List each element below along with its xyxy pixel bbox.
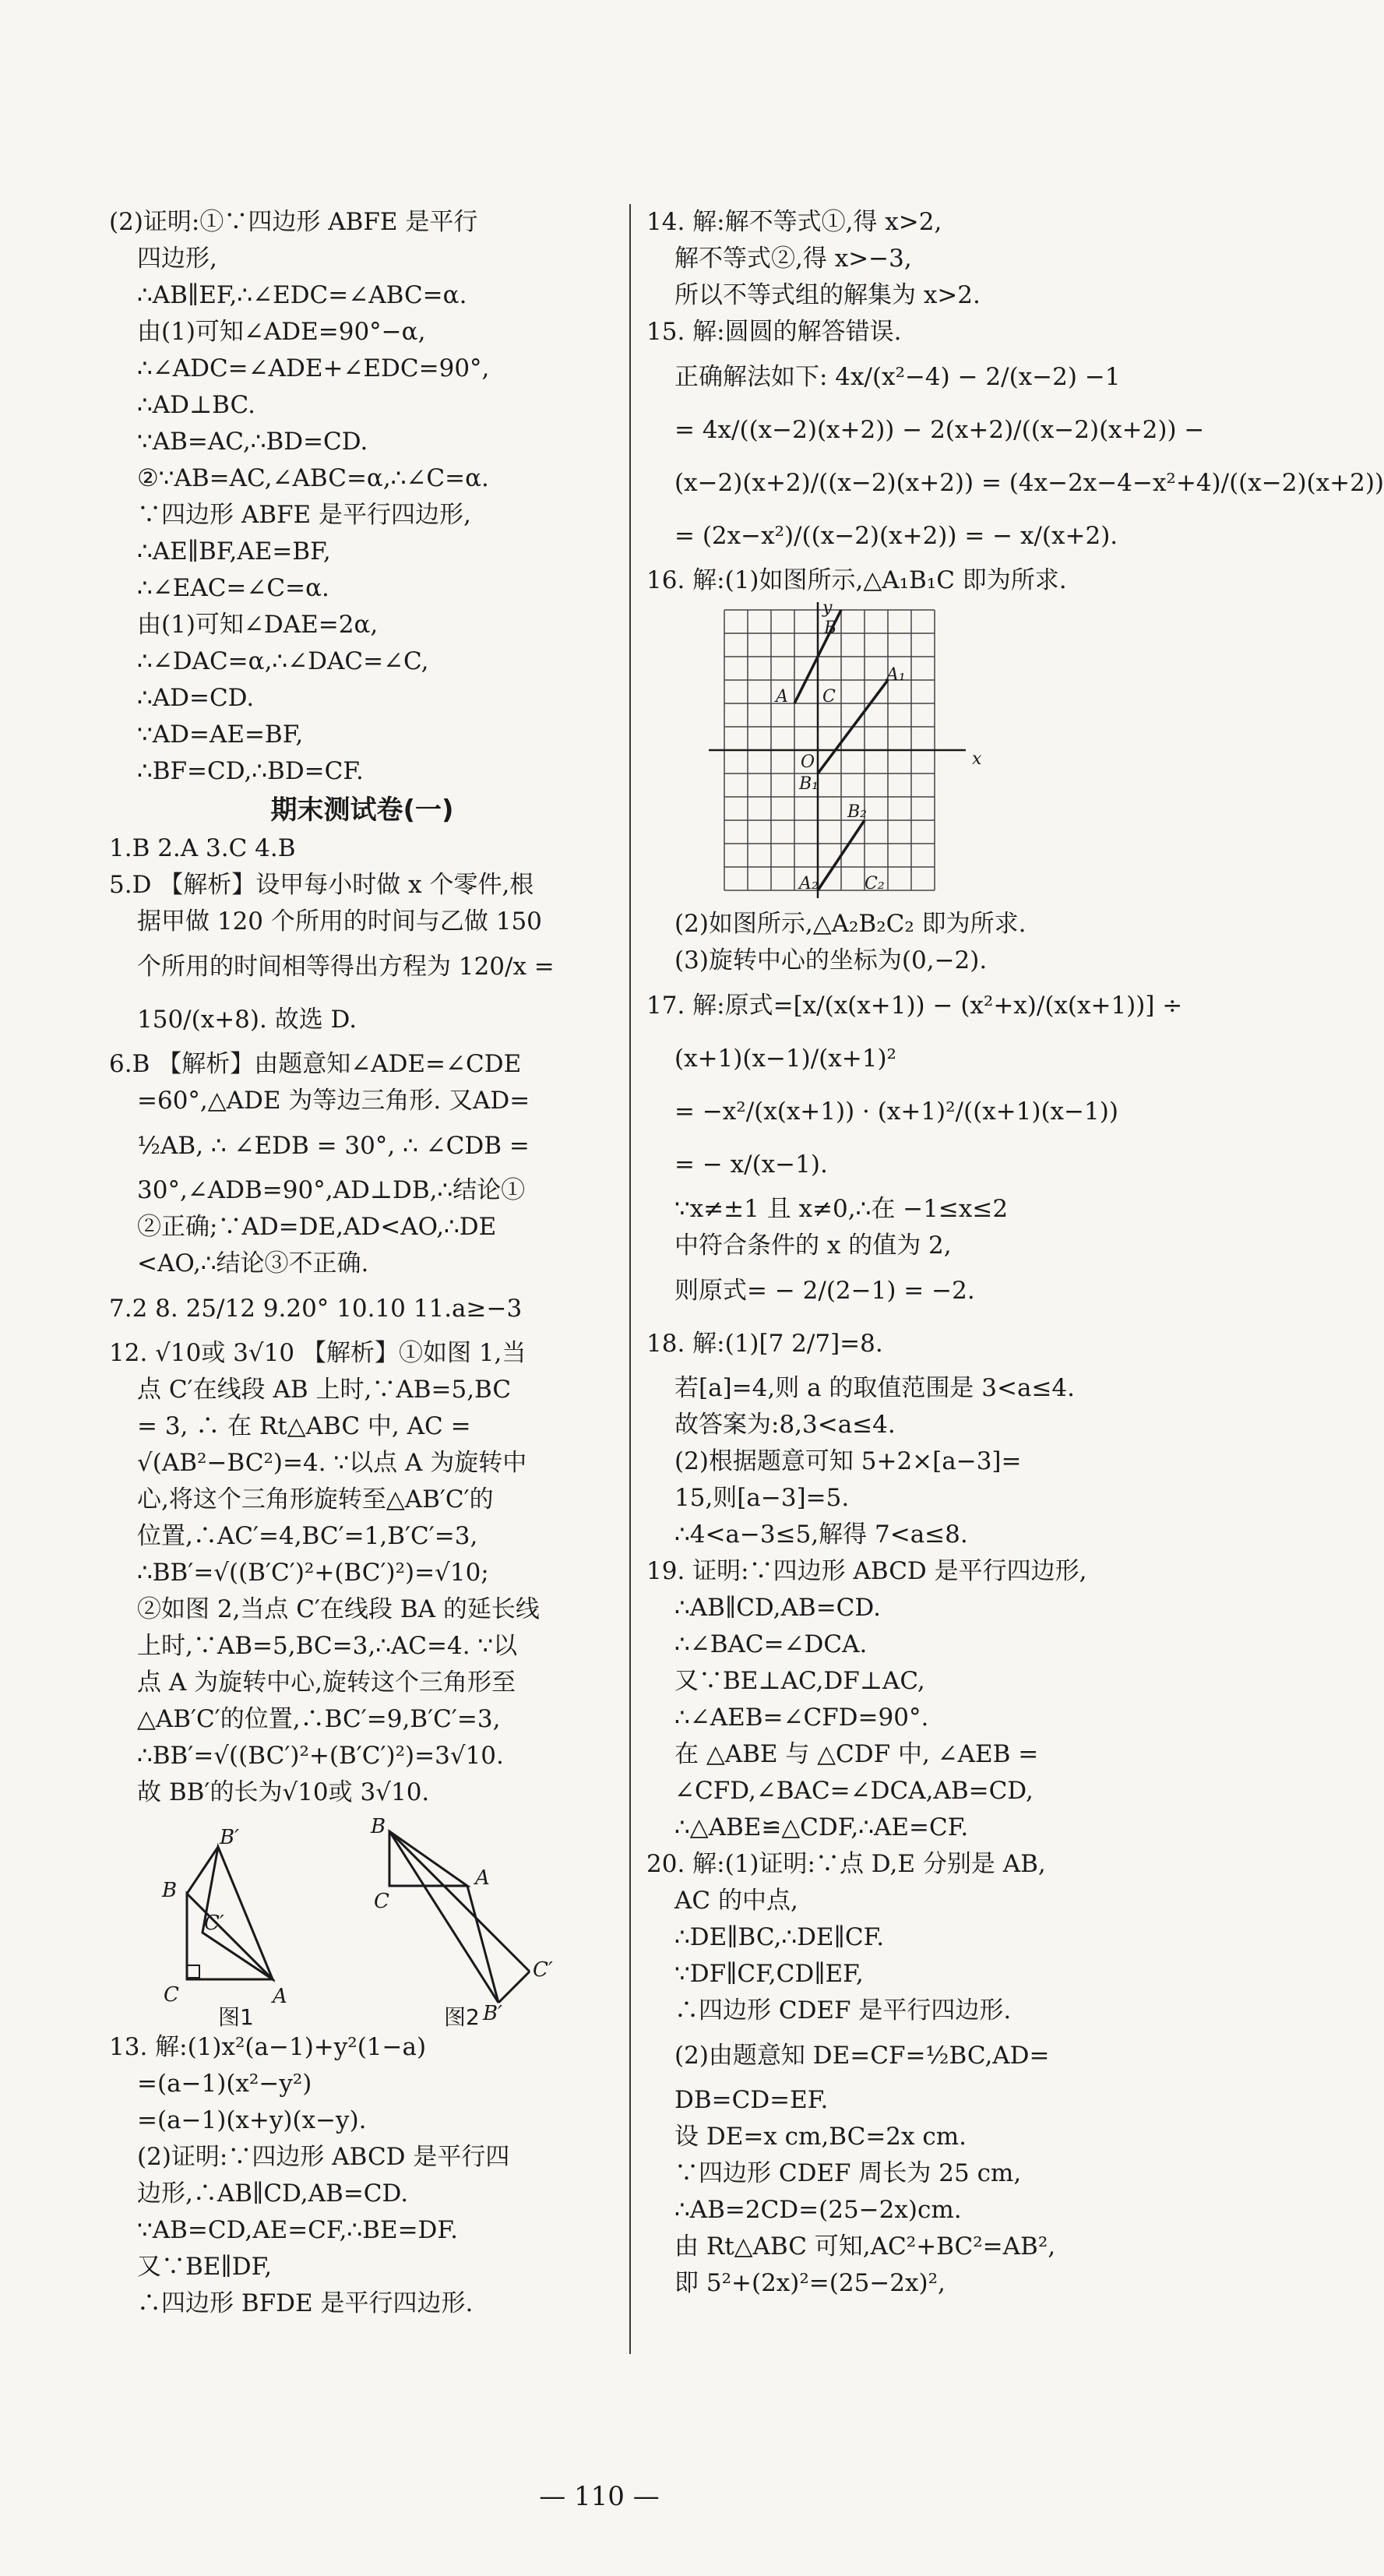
text-line: (x−2)(x+2)/((x−2)(x+2)) = (4x−2x−4−x²+4)/((x−2)(x+2)) bbox=[674, 469, 1384, 497]
figure-1-diagram bbox=[156, 1816, 327, 2030]
text-line: (2)证明:①∵四边形 ABFE 是平行 bbox=[109, 208, 478, 236]
right-angle-mark bbox=[187, 1965, 199, 1978]
text-line: ∴AE∥BF,AE=BF, bbox=[137, 537, 331, 566]
text-line: 16. 解:(1)如图所示,△A₁B₁C 即为所求. bbox=[646, 566, 1067, 594]
label-b-prime: B′ bbox=[220, 1826, 240, 1849]
label-y: y bbox=[822, 598, 833, 618]
text-line: 即 5²+(2x)²=(25−2x)², bbox=[674, 2269, 946, 2297]
triangle-figures bbox=[156, 1815, 615, 2030]
label-c: C bbox=[164, 1983, 179, 2007]
proof-block bbox=[109, 204, 615, 790]
label-c: C bbox=[822, 687, 836, 707]
text-line: (2)由题意知 DE=CF=½BC,AD= bbox=[674, 2042, 1050, 2070]
text-line: 四边形, bbox=[137, 245, 217, 273]
right-column bbox=[646, 204, 1384, 2302]
label-b: B bbox=[824, 618, 837, 638]
text-line: 又∵BE∥DF, bbox=[137, 2253, 273, 2281]
text-line: 若[a]=4,则 a 的取值范围是 3<a≤4. bbox=[674, 1374, 1075, 1402]
label-b2: B₂ bbox=[847, 802, 867, 822]
text-line: ∵四边形 CDEF 周长为 25 cm, bbox=[674, 2159, 1022, 2187]
text-line: =(a−1)(x²−y²) bbox=[137, 2070, 312, 2098]
text-line: 150/(x+8). 故选 D. bbox=[137, 1006, 357, 1034]
text-line: = (2x−x²)/((x−2)(x+2)) = − x/(x+2). bbox=[674, 522, 1118, 550]
text-line: ∴四边形 CDEF 是平行四边形. bbox=[674, 1996, 1012, 2025]
left-column bbox=[109, 204, 615, 2322]
questions-16-20-block bbox=[646, 906, 1183, 2302]
figure-1-caption: 图1 bbox=[218, 2004, 254, 2030]
segment-b-c-prime bbox=[389, 1831, 530, 1972]
page-number: — 110 — bbox=[539, 2481, 660, 2512]
text-line: ∵AD=AE=BF, bbox=[137, 721, 304, 749]
text-line: ∴AB∥CD,AB=CD. bbox=[674, 1594, 881, 1622]
text-line: ∵AB=CD,AE=CF,∴BE=DF. bbox=[137, 2216, 458, 2244]
text-line: 位置,∴AC′=4,BC′=1,B′C′=3, bbox=[137, 1522, 478, 1550]
text-line: AC 的中点, bbox=[674, 1887, 798, 1915]
text-line: 个所用的时间相等得出方程为 120/x = bbox=[137, 953, 555, 981]
text-line: 边形,∴AB∥CD,AB=CD. bbox=[137, 2180, 409, 2208]
text-line: 又∵BE⊥AC,DF⊥AC, bbox=[674, 1667, 925, 1695]
text-line: 点 A 为旋转中心,旋转这个三角形至 bbox=[137, 1669, 516, 1697]
text-line: 30°,∠ADB=90°,AD⊥DB,∴结论① bbox=[137, 1176, 526, 1204]
text-line: = −x²/(x(x+1)) · (x+1)²/((x+1)(x−1)) bbox=[674, 1098, 1118, 1126]
text-line: ∴BF=CD,∴BD=CF. bbox=[137, 757, 364, 785]
figure-2-diagram bbox=[366, 1815, 569, 2030]
text-line: 上时,∵AB=5,BC=3,∴AC=4. ∵以 bbox=[137, 1632, 518, 1660]
text-line: 心,将这个三角形旋转至△AB′C′的 bbox=[137, 1485, 494, 1514]
text-line: 7.2 8. 25/12 9.20° 10.10 11.a≥−3 bbox=[109, 1295, 523, 1323]
label-x: x bbox=[972, 749, 982, 769]
text-line: ∴AB=2CD=(25−2x)cm. bbox=[674, 2196, 962, 2224]
text-line: 14. 解:解不等式①,得 x>2, bbox=[646, 208, 942, 236]
text-line: ②∵AB=AC,∠ABC=α,∴∠C=α. bbox=[137, 464, 489, 492]
text-line: ∴AD=CD. bbox=[137, 684, 255, 712]
text-line: (3)旋转中心的坐标为(0,−2). bbox=[674, 946, 988, 974]
text-line: =(a−1)(x+y)(x−y). bbox=[137, 2106, 367, 2134]
label-a2: A₂ bbox=[799, 874, 819, 893]
segment-a-b-prime bbox=[467, 1886, 498, 2003]
text-line: (2)如图所示,△A₂B₂C₂ 即为所求. bbox=[674, 910, 1027, 938]
label-b: B bbox=[371, 1815, 386, 1838]
questions-14-16-block bbox=[646, 204, 1384, 599]
text-line: 点 C′在线段 AB 上时,∵AB=5,BC bbox=[137, 1376, 512, 1404]
text-line: △AB′C′的位置,∴BC′=9,B′C′=3, bbox=[137, 1705, 501, 1733]
text-line: ∴△ABE≌△CDF,∴AE=CF. bbox=[674, 1813, 969, 1841]
answers-block bbox=[109, 830, 615, 1811]
text-line: ∴∠AEB=∠CFD=90°. bbox=[674, 1704, 929, 1732]
label-b1: B₁ bbox=[799, 774, 819, 794]
text-line: ∴∠ADC=∠ADE+∠EDC=90°, bbox=[137, 354, 490, 382]
text-line: 19. 证明:∵四边形 ABCD 是平行四边形, bbox=[646, 1557, 1087, 1585]
label-c-prime: C′ bbox=[204, 1912, 224, 1935]
text-line: √(AB²−BC²)=4. ∵以点 A 为旋转中 bbox=[137, 1449, 527, 1477]
text-line: ∴BB′=√((BC′)²+(B′C′)²)=3√10. bbox=[137, 1742, 504, 1770]
label-a1: A₁ bbox=[886, 665, 906, 685]
text-line: 故答案为:8,3<a≤4. bbox=[674, 1411, 896, 1439]
text-line: ∴4<a−3≤5,解得 7<a≤8. bbox=[674, 1521, 968, 1549]
text-line: ∴四边形 BFDE 是平行四边形. bbox=[137, 2289, 474, 2317]
question-13-block bbox=[109, 2029, 615, 2322]
label-c2: C₂ bbox=[865, 874, 885, 893]
text-line: ②正确;∵AD=DE,AD<AO,∴DE bbox=[137, 1213, 497, 1241]
text-line: = 4x/((x−2)(x+2)) − 2(x+2)/((x−2)(x+2)) − bbox=[674, 416, 1205, 444]
label-a: A bbox=[475, 1866, 490, 1890]
figure-2-caption: 图2 bbox=[444, 2004, 480, 2030]
text-line: DB=CD=EF. bbox=[674, 2086, 829, 2114]
text-line: = − x/(x−1). bbox=[674, 1151, 828, 1179]
text-line: ②如图 2,当点 C′在线段 BA 的延长线 bbox=[137, 1595, 540, 1623]
text-line: ∵DF∥CF,CD∥EF, bbox=[674, 1960, 864, 1988]
text-line: ∵AB=AC,∴BD=CD. bbox=[137, 428, 368, 456]
text-line: 13. 解:(1)x²(a−1)+y²(1−a) bbox=[109, 2033, 427, 2061]
triangle-abc bbox=[389, 1831, 467, 1886]
text-line: 由(1)可知∠DAE=2α, bbox=[137, 611, 379, 639]
label-c-prime: C′ bbox=[533, 1958, 553, 1982]
text-line: ∴DE∥BC,∴DE∥CF. bbox=[674, 1923, 885, 1951]
text-line: ½AB, ∴ ∠EDB = 30°, ∴ ∠CDB = bbox=[137, 1132, 530, 1160]
segment-b-b-prime bbox=[389, 1831, 498, 2003]
text-line: ∴∠EAC=∠C=α. bbox=[137, 574, 329, 602]
text-line: ∴AD⊥BC. bbox=[137, 391, 255, 419]
label-a: A bbox=[273, 1985, 287, 2008]
label-c: C bbox=[374, 1890, 389, 1913]
text-line: 则原式= − 2/(2−1) = −2. bbox=[674, 1277, 975, 1305]
text-line: ∴∠DAC=α,∴∠DAC=∠C, bbox=[137, 647, 429, 675]
text-line: (2)根据题意可知 5+2×[a−3]= bbox=[674, 1447, 1022, 1475]
label-b: B bbox=[162, 1879, 178, 1902]
text-line: ∴∠BAC=∠DCA. bbox=[674, 1630, 868, 1658]
text-line: 中符合条件的 x 的值为 2, bbox=[674, 1232, 952, 1260]
text-line: 20. 解:(1)证明:∵点 D,E 分别是 AB, bbox=[646, 1850, 1046, 1878]
text-line: ∴BB′=√((B′C′)²+(BC′)²)=√10; bbox=[137, 1559, 489, 1587]
text-line: 解不等式②,得 x>−3, bbox=[674, 245, 912, 273]
text-line: 17. 解:原式=[x/(x(x+1)) − (x²+x)/(x(x+1))] ÷ bbox=[646, 992, 1183, 1020]
text-line: = 3, ∴ 在 Rt△ABC 中, AC = bbox=[137, 1412, 471, 1440]
text-line: 15,则[a−3]=5. bbox=[674, 1484, 850, 1512]
text-line: 18. 解:(1)[7 2/7]=8. bbox=[646, 1330, 883, 1358]
text-line: (2)证明:∵四边形 ABCD 是平行四 bbox=[137, 2143, 510, 2171]
section-heading: 期末测试卷(一) bbox=[270, 795, 454, 826]
text-line: 由(1)可知∠ADE=90°−α, bbox=[137, 318, 426, 346]
label-b-prime: B′ bbox=[483, 2002, 503, 2025]
text-line: ∵四边形 ABFE 是平行四边形, bbox=[137, 501, 471, 529]
text-line: =60°,△ADE 为等边三角形. 又AD= bbox=[137, 1087, 530, 1115]
coordinate-grid-figure bbox=[709, 598, 1153, 901]
text-line: (x+1)(x−1)/(x+1)² bbox=[674, 1045, 896, 1073]
text-line: 15. 解:圆圆的解答错误. bbox=[646, 318, 902, 346]
text-line: 6.B 【解析】由题意知∠ADE=∠CDE bbox=[109, 1050, 522, 1078]
coordinate-grid bbox=[709, 598, 989, 898]
label-a: A bbox=[776, 687, 788, 707]
text-line: 12. √10或 3√10 【解析】①如图 1,当 bbox=[109, 1339, 526, 1367]
text-line: <AO,∴结论③不正确. bbox=[137, 1249, 369, 1277]
text-line: 5.D 【解析】设甲每小时做 x 个零件,根 bbox=[109, 871, 534, 899]
text-line: 在 △ABE 与 △CDF 中, ∠AEB = bbox=[674, 1740, 1039, 1768]
segment-c-prime-b-prime bbox=[498, 1972, 530, 2003]
text-line: ∴AB∥EF,∴∠EDC=∠ABC=α. bbox=[137, 281, 467, 309]
column-divider bbox=[629, 204, 631, 2354]
text-line: 所以不等式组的解集为 x>2. bbox=[674, 281, 981, 309]
text-line: 由 Rt△ABC 可知,AC²+BC²=AB², bbox=[674, 2232, 1056, 2261]
text-line: ∵x≠±1 且 x≠0,∴在 −1≤x≤2 bbox=[674, 1195, 1009, 1223]
text-line: 1.B 2.A 3.C 4.B bbox=[109, 834, 296, 862]
text-line: ∠CFD,∠BAC=∠DCA,AB=CD, bbox=[674, 1777, 1034, 1805]
text-line: 正确解法如下: 4x/(x²−4) − 2/(x−2) −1 bbox=[674, 363, 1121, 391]
text-line: 设 DE=x cm,BC=2x cm. bbox=[674, 2123, 967, 2151]
text-line: 故 BB′的长为√10或 3√10. bbox=[137, 1778, 430, 1806]
label-origin: O bbox=[801, 752, 815, 772]
text-line: 据甲做 120 个所用的时间与乙做 150 bbox=[137, 907, 542, 936]
